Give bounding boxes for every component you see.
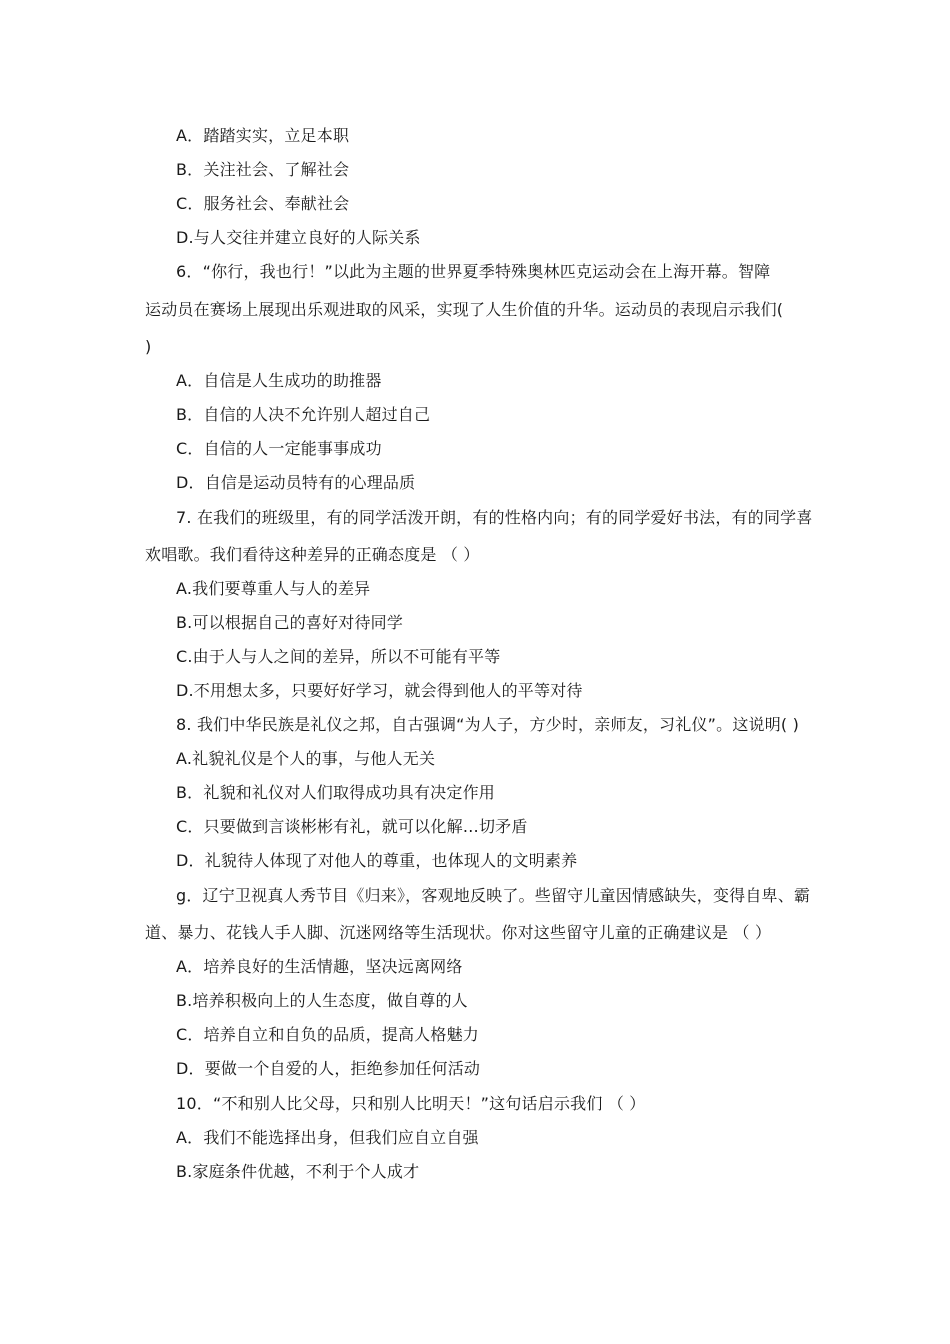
q6-option-a: A．自信是人生成功的助推器 — [176, 371, 382, 390]
q9-stem-line1: g．辽宁卫视真人秀节目《归来》，客观地反映了。些留守儿童因情感缺失，变得自卑、霸 — [176, 886, 811, 905]
q9-option-d: D．要做一个自爱的人，拒绝参加任何活动 — [176, 1059, 481, 1078]
q6-stem-line3: ) — [145, 337, 152, 356]
q9-stem-line2: 道、暴力、花钱人手人脚、沉迷网络等生活现状。你对这些留守儿童的正确建议是 （ ） — [145, 923, 772, 942]
q7-stem-line2: 欢唱歌。我们看待这种差异的正确态度是 （ ） — [145, 545, 480, 564]
q8-option-c: C．只要做到言谈彬彬有礼，就可以化解…切矛盾 — [176, 817, 528, 836]
q7-option-a: A.我们要尊重人与人的差异 — [176, 579, 371, 598]
q9-option-a: A．培养良好的生活情趣，坚决远离网络 — [176, 957, 463, 976]
q8-option-d: D．礼貌待人体现了对他人的尊重，也体现人的文明素养 — [176, 851, 578, 870]
q10-stem-line1: 10．“不和别人比父母，只和别人比明天！”这句话启示我们 （ ） — [176, 1094, 646, 1113]
q6-option-b: B．自信的人决不允许别人超过自己 — [176, 405, 431, 424]
q5-option-a: A．踏踏实实，立足本职 — [176, 126, 350, 145]
q10-option-a: A．我们不能选择出身，但我们应自立自强 — [176, 1128, 479, 1147]
q5-option-c: C．服务社会、奉献社会 — [176, 194, 350, 213]
q7-option-b: B.可以根据自己的喜好对待同学 — [176, 613, 404, 632]
q9-option-c: C．培养自立和自负的品质，提高人格魅力 — [176, 1025, 479, 1044]
q10-option-b: B.家庭条件优越，不利于个人成才 — [176, 1162, 420, 1181]
q6-option-c: C．自信的人一定能事事成功 — [176, 439, 382, 458]
q6-stem-line2: 运动员在赛场上展现出乐观进取的风采，实现了人生价值的升华。运动员的表现启示我们( — [145, 300, 784, 319]
q6-option-d: D．自信是运动员特有的心理品质 — [176, 473, 416, 492]
q5-option-b: B．关注社会、了解社会 — [176, 160, 350, 179]
q6-stem-line1: 6．“你行，我也行！”以此为主题的世界夏季特殊奥林匹克运动会在上海开幕。智障 — [176, 262, 771, 281]
q8-stem-line1: 8. 我们中华民族是礼仪之邦，自古强调“为人子，方少时，亲师友，习礼仪”。这说明( ) — [176, 715, 800, 734]
q7-option-d: D.不用想太多，只要好好学习，就会得到他人的平等对待 — [176, 681, 583, 700]
q7-option-c: C.由于人与人之间的差异，所以不可能有平等 — [176, 647, 501, 666]
q8-option-b: B．礼貌和礼仪对人们取得成功具有决定作用 — [176, 783, 495, 802]
q5-option-d: D.与人交往并建立良好的人际关系 — [176, 228, 421, 247]
q9-option-b: B.培养积极向上的人生态度，做自尊的人 — [176, 991, 468, 1010]
q8-option-a: A.礼貌礼仪是个人的事，与他人无关 — [176, 749, 436, 768]
q7-stem-line1: 7. 在我们的班级里，有的同学活泼开朗，有的性格内向；有的同学爱好书法，有的同学喜 — [176, 508, 813, 527]
